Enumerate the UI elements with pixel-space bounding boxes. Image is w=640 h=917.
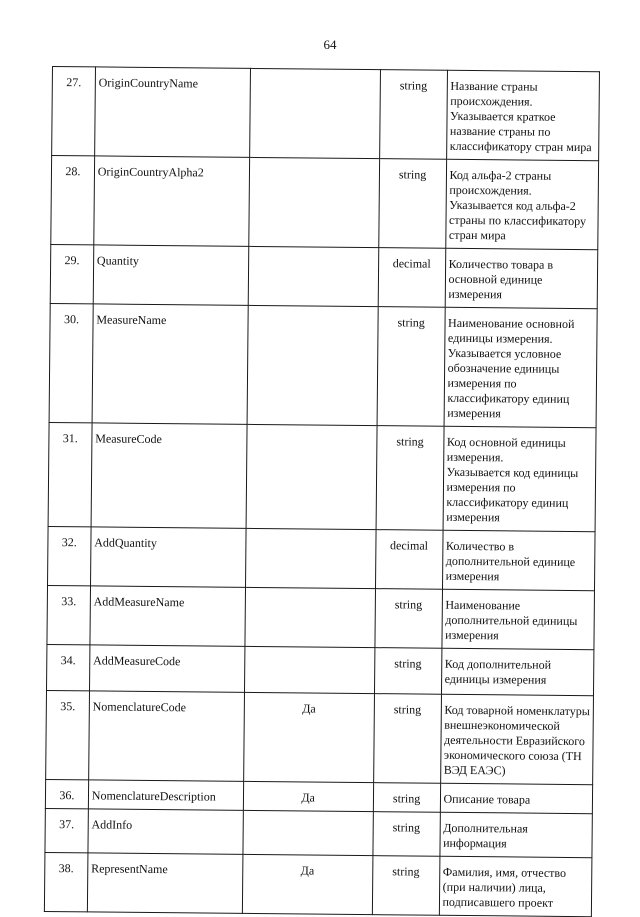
description-line: Описание товара (443, 791, 531, 807)
description-line: экономического союза (ТН (443, 747, 582, 764)
field-name-cell: MeasureCode (91, 423, 247, 528)
table-row (44, 852, 592, 916)
required-cell (246, 424, 377, 529)
row-number-cell: 38. (44, 852, 87, 911)
description-cell (439, 856, 592, 916)
type-cell: string (373, 812, 440, 857)
row-number-cell: 37. (45, 808, 88, 852)
description-line: единицы измерения (444, 671, 547, 687)
table-row (51, 156, 599, 250)
type-cell: string (375, 589, 442, 649)
description-line: измерения (448, 286, 503, 302)
description-line: классификатору единиц (447, 390, 570, 406)
description-cell (439, 812, 592, 857)
description-cell (445, 159, 598, 249)
row-number-cell: 28. (51, 156, 95, 245)
field-name-cell: AddQuantity (90, 527, 245, 587)
table-body (44, 67, 599, 917)
table-row (52, 67, 600, 161)
description-line: Количество в (445, 538, 515, 554)
description-line: стран мира (448, 227, 506, 243)
field-name-cell: AddInfo (88, 809, 243, 854)
type-cell: string (376, 426, 444, 531)
row-number-cell: 33. (47, 585, 90, 644)
table-row (49, 303, 597, 427)
required-cell (244, 646, 375, 693)
table-row (46, 690, 594, 784)
description-line: Указывается краткое (450, 108, 556, 124)
description-line: измерения (447, 405, 501, 421)
field-name-cell: OriginCountryAlpha2 (94, 156, 250, 246)
description-cell (446, 70, 599, 160)
description-line: Код дополнительной (444, 656, 552, 672)
required-cell (248, 157, 379, 247)
table-row (45, 808, 592, 857)
required-cell: Да (242, 854, 373, 914)
type-cell: decimal (375, 530, 442, 590)
table-row (47, 585, 595, 649)
field-name-cell: OriginCountryName (94, 67, 250, 157)
type-cell: string (378, 159, 446, 249)
field-name-cell: NomenclatureCode (88, 691, 244, 781)
description-line: измерения. (446, 449, 504, 465)
description-line: измерения (445, 568, 500, 584)
description-cell (440, 783, 593, 813)
required-cell (245, 587, 376, 647)
description-line: Количество товара в (448, 256, 554, 272)
description-line: измерения (445, 627, 499, 643)
description-line: (при наличии) лица, (442, 879, 546, 895)
description-line: измерения (446, 509, 500, 525)
type-cell: string (374, 648, 441, 695)
required-cell (245, 528, 376, 588)
description-line: информация (443, 835, 507, 851)
description-cell (444, 307, 598, 427)
required-cell (248, 246, 379, 306)
description-cell (440, 694, 593, 784)
description-line: Наименование (445, 597, 521, 613)
description-line: внешнеэкономической (444, 717, 560, 733)
table-row (47, 644, 594, 695)
description-cell (443, 426, 596, 531)
row-number-cell: 34. (47, 644, 90, 690)
row-number-cell: 31. (48, 422, 92, 526)
required-cell (243, 810, 374, 855)
field-name-cell: RepresentName (87, 853, 242, 913)
required-cell (249, 68, 380, 158)
description-line: Фамилия, имя, отчество (442, 864, 567, 880)
type-cell: string (373, 783, 440, 813)
description-line: дополнительной единицы (445, 612, 578, 629)
description-line: деятельности Евразийского (444, 732, 585, 749)
description-line: Дополнительная (443, 820, 528, 836)
required-cell (247, 305, 378, 425)
description-line: основной единице (448, 271, 543, 287)
description-line: дополнительной единице (445, 553, 576, 570)
description-line: измерения по (447, 375, 517, 391)
table-row (48, 422, 596, 531)
row-number-cell: 30. (49, 303, 93, 422)
description-line: Указывается условное (447, 345, 562, 361)
field-name-cell: AddMeasureName (90, 586, 245, 646)
description-line: классификатору единиц (446, 494, 569, 510)
description-line: Код товарной номенклатуры (444, 702, 590, 719)
field-name-cell: AddMeasureCode (89, 645, 244, 692)
description-line: Код альфа-2 страны (449, 167, 552, 183)
type-cell: string (379, 70, 447, 160)
table-row (48, 526, 596, 590)
description-line: единицы измерения. (447, 330, 553, 346)
row-number-cell: 35. (46, 690, 90, 779)
field-name-cell: MeasureName (92, 304, 248, 424)
description-cell (442, 530, 595, 590)
required-cell: Да (243, 692, 374, 782)
description-line: Код основной единицы (446, 434, 566, 450)
type-cell: decimal (378, 248, 445, 308)
type-cell: string (377, 307, 445, 427)
required-cell: Да (243, 781, 373, 811)
description-line: ВЭД ЕАЭС) (443, 762, 506, 778)
description-line: подписавшего проект (442, 894, 554, 910)
description-line: название страны по (449, 123, 551, 139)
description-line: измерения по (446, 479, 516, 495)
description-line: происхождения. (449, 182, 532, 198)
field-name-cell: NomenclatureDescription (88, 780, 243, 810)
type-cell: string (373, 694, 441, 784)
field-name-cell: Quantity (93, 245, 248, 305)
description-line: классификатору стран мира (449, 138, 592, 155)
description-line: страны по классификатору (449, 212, 587, 229)
description-line: Наименование основной (448, 315, 575, 332)
description-cell (441, 648, 594, 695)
row-number-cell: 29. (50, 244, 93, 303)
table-row (50, 244, 598, 308)
page-number: 64 (323, 37, 337, 52)
description-line: обозначение единицы (447, 360, 560, 376)
row-number-cell: 32. (48, 526, 91, 585)
description-cell (445, 248, 598, 308)
type-cell: string (372, 856, 439, 916)
row-number-cell: 27. (52, 67, 96, 156)
row-number-cell: 36. (45, 779, 88, 808)
fields-table (44, 66, 600, 917)
description-cell (441, 589, 594, 649)
description-line: Указывается код единицы (446, 464, 579, 481)
description-line: происхождения. (450, 93, 533, 109)
description-line: Указывается код альфа-2 (449, 197, 576, 214)
description-line: Название страны (450, 78, 538, 94)
